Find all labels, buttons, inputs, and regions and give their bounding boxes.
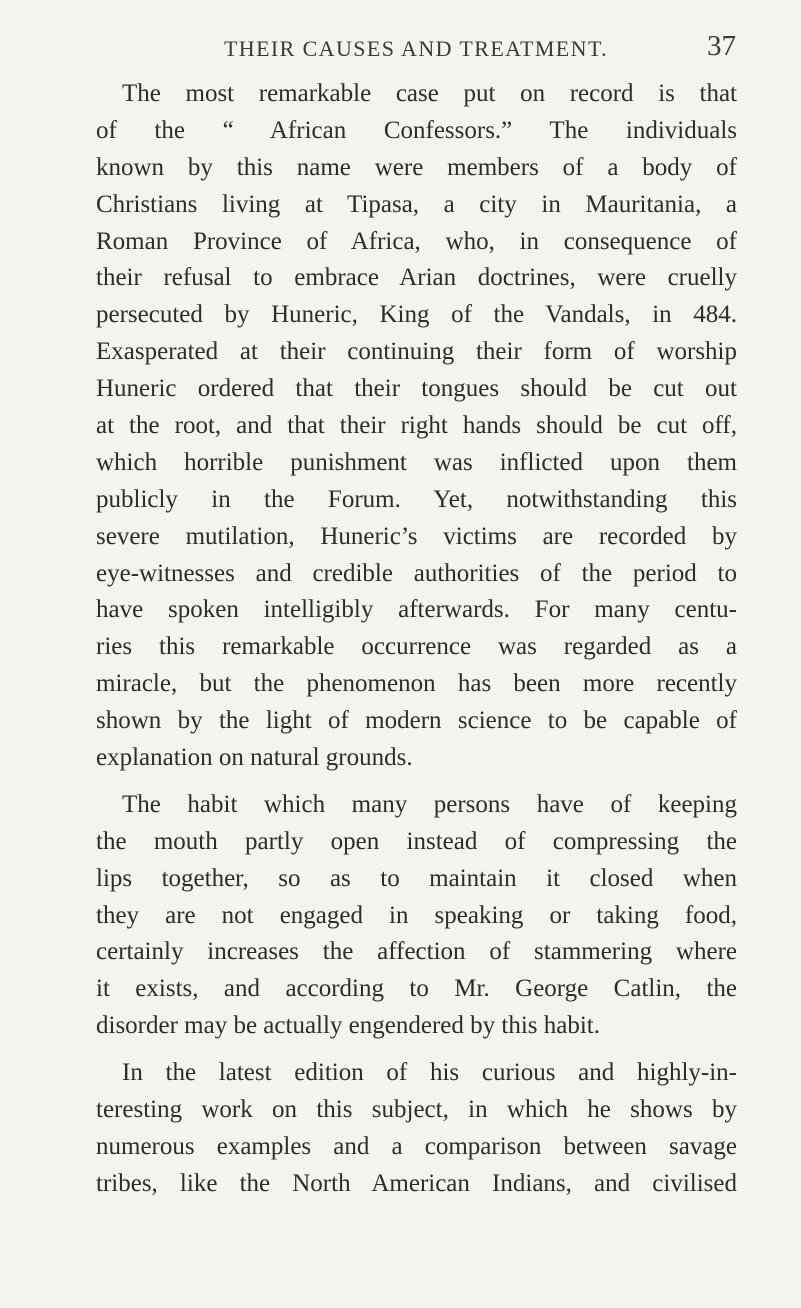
text-line: lips together, so as to maintain it closed when — [96, 864, 737, 892]
text-line: Christians living at Tipasa, a city in Mauritania, a — [96, 190, 737, 218]
text-line: In the latest edition of his curious and highly-in- — [122, 1059, 737, 1087]
text-line: tribes, like the North American Indians, and civilised — [96, 1169, 737, 1197]
text-line: their refusal to embrace Arian doctrines, were cruelly — [96, 264, 737, 292]
text-line: Huneric ordered that their tongues should be cut out — [96, 375, 737, 403]
text-line: they are not engaged in speaking or taking food, — [96, 901, 737, 929]
text-line: ries this remarkable occurrence was regarded as a — [96, 633, 737, 661]
text-line: shown by the light of modern science to be capable of — [96, 707, 737, 735]
text-line: severe mutilation, Huneric’s victims are recorded by — [96, 522, 737, 550]
text-line: The most remarkable case put on record is that — [122, 80, 737, 107]
text-line: numerous examples and a comparison between savage — [96, 1132, 737, 1160]
text-line: persecuted by Huneric, King of the Vandals, in 484. — [96, 301, 737, 329]
text-line: known by this name were members of a body of — [96, 153, 737, 181]
text-line: the mouth partly open instead of compressing the — [96, 827, 737, 855]
body-text — [96, 76, 737, 1203]
running-head — [96, 28, 736, 64]
text-line: Exasperated at their continuing their form of worship — [96, 338, 737, 366]
paragraph-mouth-habit — [96, 787, 737, 1045]
paragraph-african-confessors — [96, 76, 737, 777]
text-line: it exists, and according to Mr. George Catlin, the — [96, 975, 737, 1003]
paragraph-latest-edition — [96, 1055, 737, 1203]
text-line: publicly in the Forum. Yet, notwithstanding this — [96, 485, 737, 513]
page-number: 37 — [707, 30, 736, 62]
text-line: The habit which many persons have of keeping — [122, 790, 737, 818]
text-line: explanation on natural grounds. — [96, 744, 413, 772]
text-line: eye-witnesses and credible authorities of the period to — [96, 559, 737, 587]
text-line: at the root, and that their right hands should be cut off, — [96, 412, 737, 440]
running-title: THEIR CAUSES AND TREATMENT. — [223, 36, 609, 61]
text-line: certainly increases the affection of stammering where — [96, 938, 737, 966]
text-line: Roman Province of Africa, who, in consequence of — [96, 227, 737, 255]
text-line: of the “ African Confessors.” The individuals — [96, 116, 737, 144]
text-line: disorder may be actually engendered by this habit. — [96, 1012, 601, 1040]
text-line: teresting work on this subject, in which he shows by — [96, 1096, 737, 1124]
text-line: which horrible punishment was inflicted upon them — [96, 448, 737, 476]
text-line: have spoken intelligibly afterwards. For many centu- — [96, 596, 737, 624]
text-line: miracle, but the phenomenon has been more recently — [96, 670, 737, 698]
